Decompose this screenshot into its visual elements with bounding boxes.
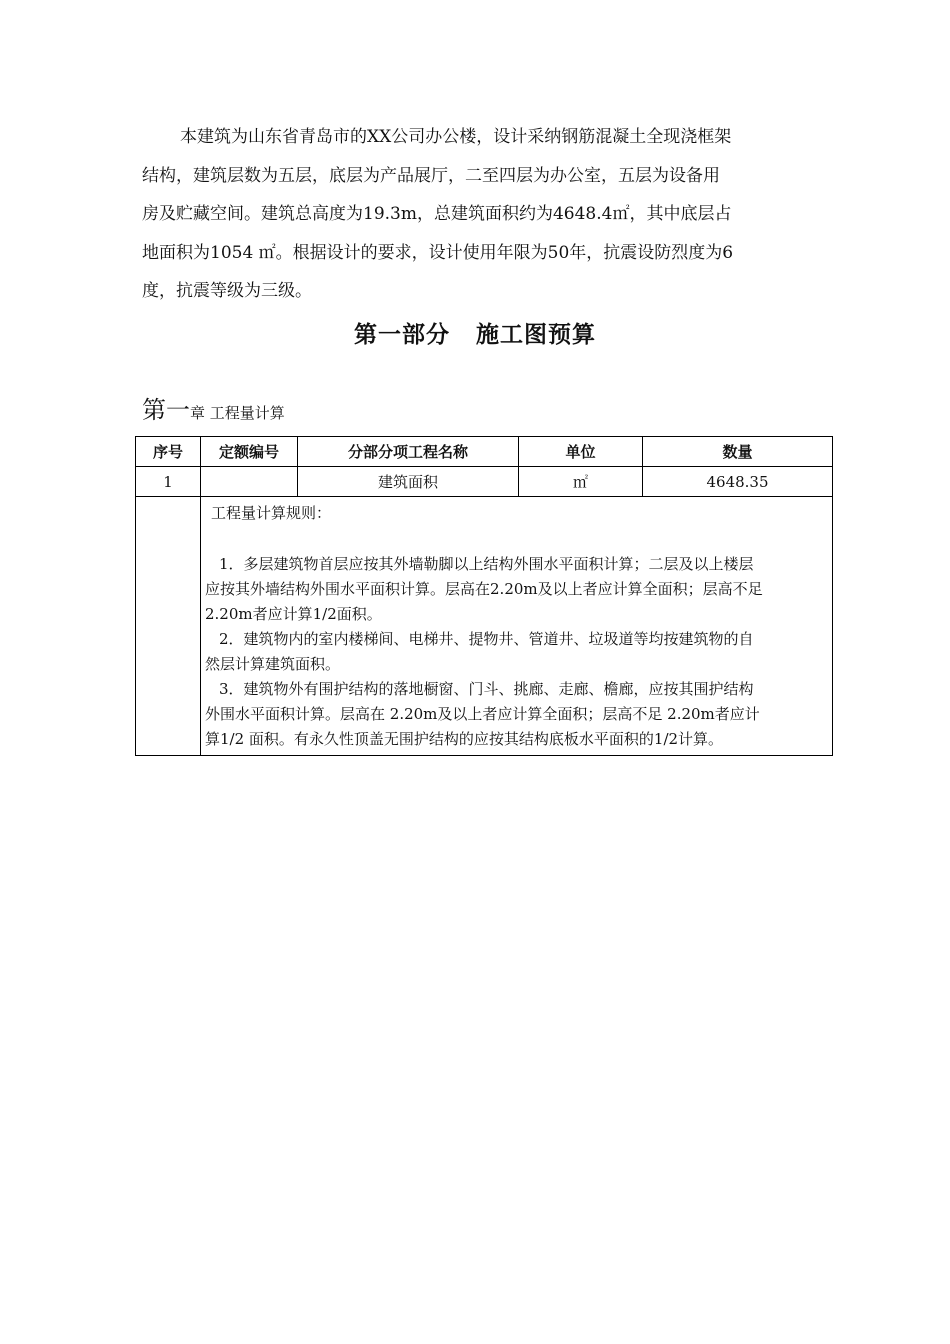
- rules-blank-cell: [136, 497, 201, 756]
- rule-item: [205, 677, 829, 752]
- rule-line: 2．建筑物内的室内楼梯间、电梯井、提物井、管道井、垃圾道等均按建筑物的自: [219, 630, 754, 648]
- rules-cell: [201, 497, 833, 756]
- cell-qty: 4648.35: [643, 467, 833, 497]
- column-header-qty: 数量: [643, 437, 833, 467]
- intro-line: 地面积为1054 ㎡。根据设计的要求，设计使用年限为50年，抗震设防烈度为6: [142, 242, 734, 263]
- part-title-sub: 施工图预算: [476, 322, 596, 348]
- rule-item: [205, 627, 829, 677]
- rule-line: 3．建筑物外有围护结构的落地橱窗、门斗、挑廊、走廊、檐廊，应按其围护结构: [219, 680, 754, 698]
- column-header-no: 序号: [136, 437, 201, 467]
- rule-line: 2.20m者应计算1/2面积。: [205, 605, 382, 623]
- chapter-title: 章 工程量计算: [190, 404, 285, 422]
- intro-line: 本建筑为山东省青岛市的XX公司办公楼，设计采纳钢筋混凝土全现浇框架: [180, 127, 732, 147]
- intro-line: 度，抗震等级为三级。: [142, 281, 312, 301]
- intro-line: 结构，建筑层数为五层，底层为产品展厅，二至四层为办公室，五层为设备用: [142, 165, 720, 186]
- chapter-heading: [142, 390, 285, 425]
- rule-line: 然层计算建筑面积。: [205, 655, 341, 673]
- part-title-main: 第一部分: [354, 322, 450, 348]
- column-header-unit: 单位: [519, 437, 643, 467]
- rules-row: [136, 497, 833, 756]
- intro-paragraph: [142, 118, 814, 311]
- intro-line: 房及贮藏空间。建筑总高度为19.3m，总建筑面积约为4648.4㎡，其中底层占: [142, 204, 732, 224]
- chapter-number: 第一: [142, 396, 190, 424]
- column-header-code: 定额编号: [201, 437, 298, 467]
- rule-line: 1．多层建筑物首层应按其外墙勒脚以上结构外围水平面积计算；二层及以上楼层: [219, 555, 754, 573]
- rules-title: 工程量计算规则：: [211, 504, 332, 522]
- cell-code: [201, 467, 298, 497]
- table-row: [136, 467, 833, 497]
- part-title: [0, 316, 950, 349]
- column-header-name: 分部分项工程名称: [298, 437, 519, 467]
- rule-line: 外围水平面积计算。层高在 2.20m及以上者应计算全面积；层高不足 2.20m者应计: [205, 705, 760, 723]
- table-header-row: [136, 437, 833, 467]
- cell-no: 1: [136, 467, 201, 497]
- rule-line: 应按其外墙结构外围水平面积计算。层高在2.20m及以上者应计算全面积；层高不足: [205, 580, 763, 598]
- rule-item: [205, 552, 829, 627]
- cell-unit: ㎡: [519, 467, 643, 497]
- cell-name: 建筑面积: [298, 467, 519, 497]
- rule-line: 算1/2 面积。有永久性顶盖无围护结构的应按其结构底板水平面积的1/2计算。: [205, 730, 724, 748]
- quantity-table: [135, 436, 833, 756]
